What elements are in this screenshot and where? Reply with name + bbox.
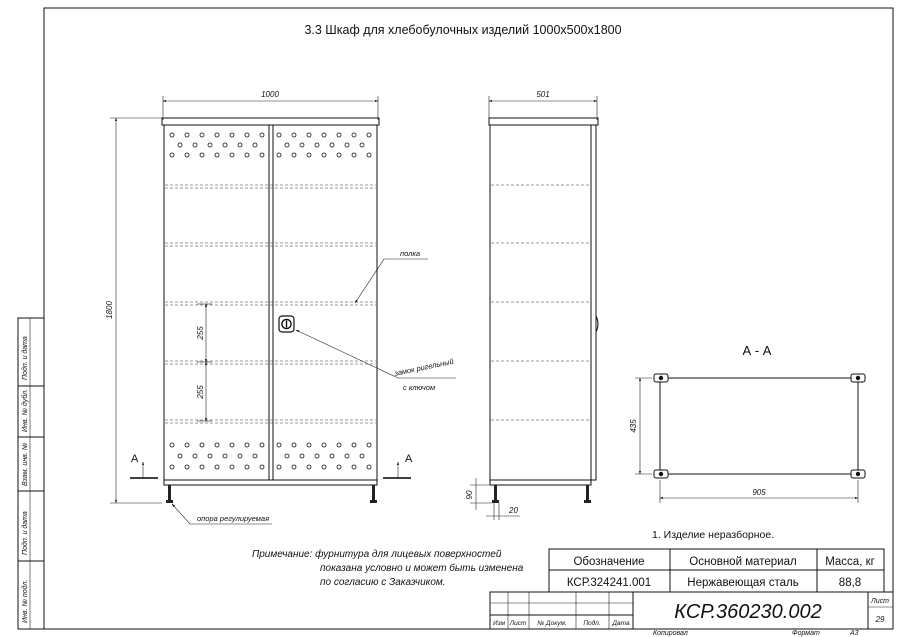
side-stamp-label: Подп. и дата bbox=[22, 511, 29, 555]
spec-cell: 88,8 bbox=[838, 577, 862, 589]
side-stamp bbox=[18, 318, 44, 629]
callout-foot: опора регулируемая bbox=[197, 514, 270, 523]
title-block-col: № Докум. bbox=[537, 620, 567, 627]
foot-offset-dimension: 20 bbox=[509, 506, 518, 515]
title-block bbox=[490, 592, 893, 629]
callout-lock: с ключом bbox=[403, 383, 436, 392]
front-width-dimension: 1000 bbox=[261, 90, 279, 99]
section-mark-right: А bbox=[405, 453, 413, 465]
title-block-col: Лист bbox=[509, 620, 527, 627]
spec-table bbox=[549, 549, 884, 592]
ventilation-holes-top bbox=[170, 133, 371, 157]
title-block-col: Изм bbox=[492, 620, 506, 627]
title-block-col: Дата bbox=[612, 620, 630, 627]
front-height-dimension: 1800 bbox=[105, 301, 114, 319]
sheet-number: 29 bbox=[875, 615, 885, 624]
section-width-dimension: 905 bbox=[752, 488, 766, 497]
remark-text: показана условно и может быть изменена bbox=[320, 563, 524, 574]
title-block-col: Подп. bbox=[583, 620, 601, 627]
ventilation-holes-bottom bbox=[170, 443, 371, 469]
front-view bbox=[105, 90, 456, 524]
format-value: А3 bbox=[850, 630, 859, 637]
side-stamp-label: Подп. и дата bbox=[22, 336, 29, 380]
shelf-gap-dimension: 255 bbox=[196, 326, 205, 340]
format-label: Формат bbox=[792, 630, 820, 637]
remark-text: Примечание: фурнитура для лицевых поверхностей bbox=[252, 549, 502, 560]
spec-header: Масса, кг bbox=[825, 556, 875, 568]
spec-cell: Нержавеющая сталь bbox=[687, 577, 799, 589]
spec-cell: КСР.324241.001 bbox=[566, 577, 652, 589]
section-view bbox=[629, 343, 865, 503]
side-stamp-label: Взам. инв. № bbox=[22, 442, 29, 486]
side-depth-dimension: 501 bbox=[536, 90, 550, 99]
spec-header: Основной материал bbox=[689, 556, 797, 568]
sheet-label: Лист bbox=[870, 598, 890, 605]
side-view bbox=[465, 90, 598, 520]
section-depth-dimension: 435 bbox=[629, 419, 638, 433]
drawing-title: 3.3 Шкаф для хлебобулочных изделий 1000х500х1800 bbox=[304, 23, 622, 37]
designation: КСР.360230.002 bbox=[674, 601, 822, 623]
side-stamp-label: Инв. № подл. bbox=[22, 579, 29, 623]
section-label: А - А bbox=[742, 343, 772, 358]
callout-lock: замок ригельный bbox=[393, 356, 455, 378]
foot-height-dimension: 90 bbox=[465, 490, 474, 500]
lock-icon bbox=[279, 316, 294, 332]
foot-pad-icon bbox=[654, 374, 865, 478]
side-stamp-label: Инв. № дубл. bbox=[22, 388, 29, 432]
copied-label: Копировал bbox=[653, 630, 688, 637]
shelf-gap-dimension: 255 bbox=[196, 385, 205, 399]
callout-shelf: полка bbox=[400, 249, 421, 258]
spec-header: Обозначение bbox=[573, 556, 645, 568]
section-mark-left: А bbox=[131, 453, 139, 465]
remark-text: по согласию с Заказчиком. bbox=[320, 577, 446, 588]
note-item: 1. Изделие неразборное. bbox=[652, 529, 775, 541]
